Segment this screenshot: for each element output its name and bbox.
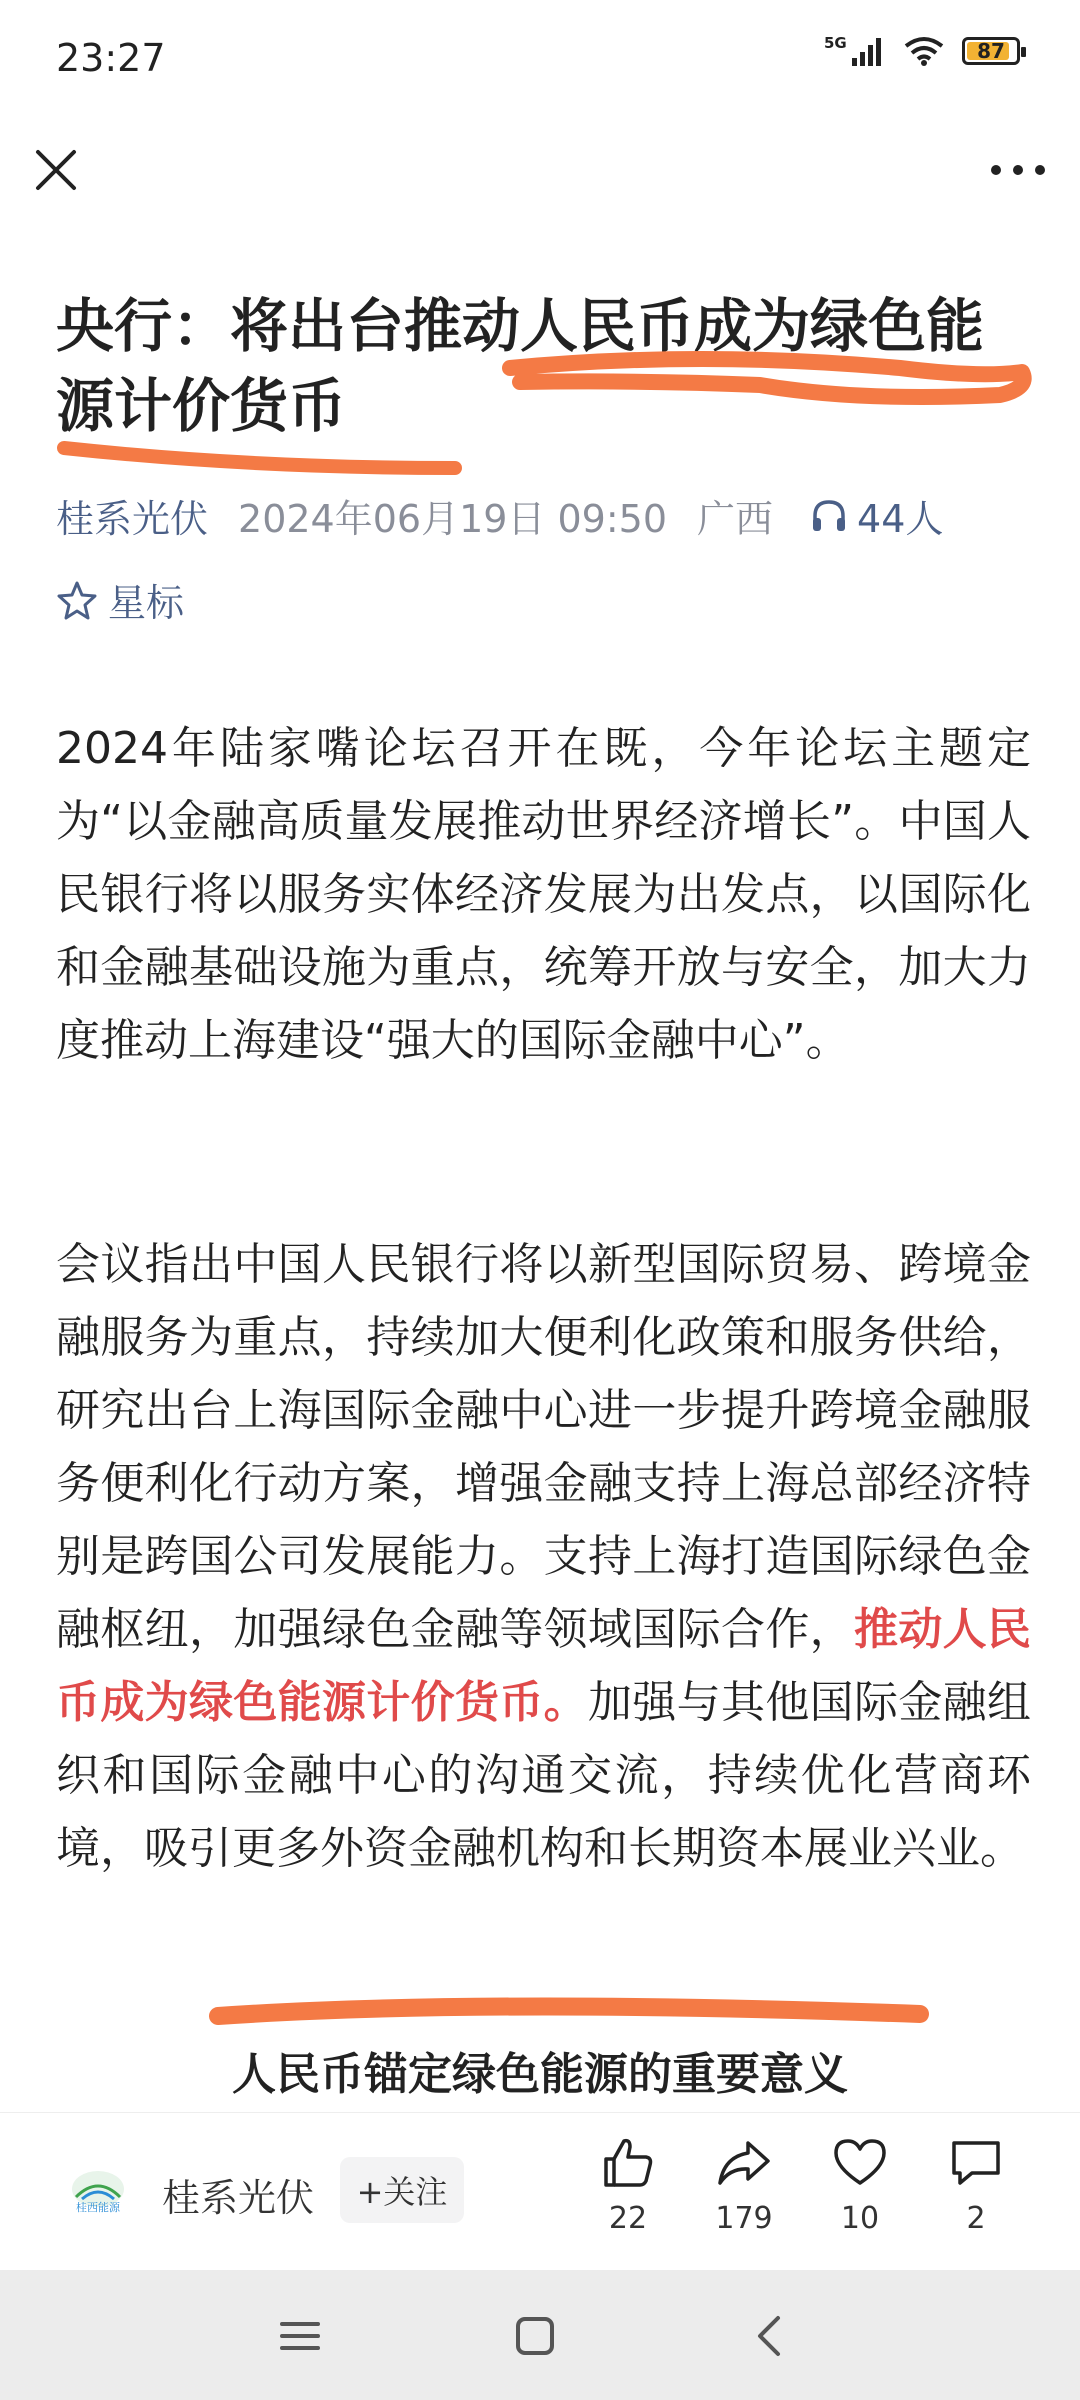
more-options-icon[interactable] [984,142,1052,198]
wifi-icon [904,36,944,66]
paragraph-text: 加强与其他国际金融组织和国际金融中心的沟通交流，持续优化营商环境，吸引更多外资金融机构和长期资本展业兴业。 [56,1677,1031,1874]
comment-count: 2 [966,2201,986,2236]
battery-level: 87 [977,39,1005,63]
listen-button[interactable] [809,488,943,543]
close-icon[interactable] [28,142,84,198]
home-icon[interactable] [505,2306,565,2366]
back-icon[interactable] [740,2306,800,2366]
annotation-underline [218,2006,920,2016]
source-logo[interactable] [62,2167,134,2217]
top-nav [0,120,1080,220]
article-paragraph: 2024年陆家嘴论坛召开在既，今年论坛主题定为“以金融高质量发展推动世界经济增长”。中国人民银行将以服务实体经济发展为出发点，以国际化和金融基础设施为重点，统筹开放与安全，加大力度推动上海建设“强大的国际金融中心”。 [56,723,1031,1066]
article-title: 央行：将出台推动人民币成为绿色能源计价货币 [56,292,985,440]
publish-date: 2024年06月19日 09:50 [238,497,668,541]
status-bar [0,0,1080,120]
article-paragraph [56,1228,1031,1885]
status-time: 23:27 [56,36,166,80]
like-count: 22 [608,2201,648,2236]
paragraph-text: 会议指出中国人民银行将以新型国际贸易、跨境金融服务为重点，持续加大便利化政策和服务供给，研究出台上海国际金融中心进一步提升跨境金融服务便利化行动方案，增强金融支持上海总部经济特别是跨国公司发展能力。支持上海打造国际绿色金融枢纽，加强绿色金融等领域国际合作， [56,1239,1031,1655]
listener-count: 44人 [857,497,944,541]
bottom-action-bar [0,2112,1080,2271]
network-label: 5G [824,34,847,52]
star-label: 星标 [108,581,185,625]
heart-icon [832,2135,888,2191]
section-subheading: 人民币锚定绿色能源的重要意义 [232,2049,848,2100]
cellular-signal-icon [824,34,886,68]
battery-indicator [962,37,1020,65]
favorite-count: 10 [840,2201,880,2236]
highlighted-text: 推动人民币成为绿色能源计价货币。 [56,1604,1031,1728]
article-meta [56,488,943,543]
menu-icon[interactable] [270,2306,330,2366]
like-button[interactable] [583,2135,673,2236]
comment-icon [948,2135,1004,2191]
status-icons [824,34,1020,68]
annotation-underline [64,448,455,468]
follow-button[interactable]: +关注 [340,2157,464,2223]
favorite-button[interactable] [815,2135,905,2236]
region-label: 广西 [697,497,774,541]
thumbs-up-icon [600,2135,656,2191]
comment-button[interactable] [931,2135,1021,2236]
share-icon [716,2135,772,2191]
source-logo-text: 桂西能源 [76,2201,120,2214]
headphones-icon [809,496,849,536]
system-nav-bar [0,2270,1080,2400]
share-count: 179 [715,2201,773,2236]
author-link[interactable]: 桂系光伏 [56,497,209,541]
source-name[interactable]: 桂系光伏 [162,2176,315,2220]
star-icon [56,579,98,621]
star-button[interactable] [56,572,184,627]
share-button[interactable] [699,2135,789,2236]
